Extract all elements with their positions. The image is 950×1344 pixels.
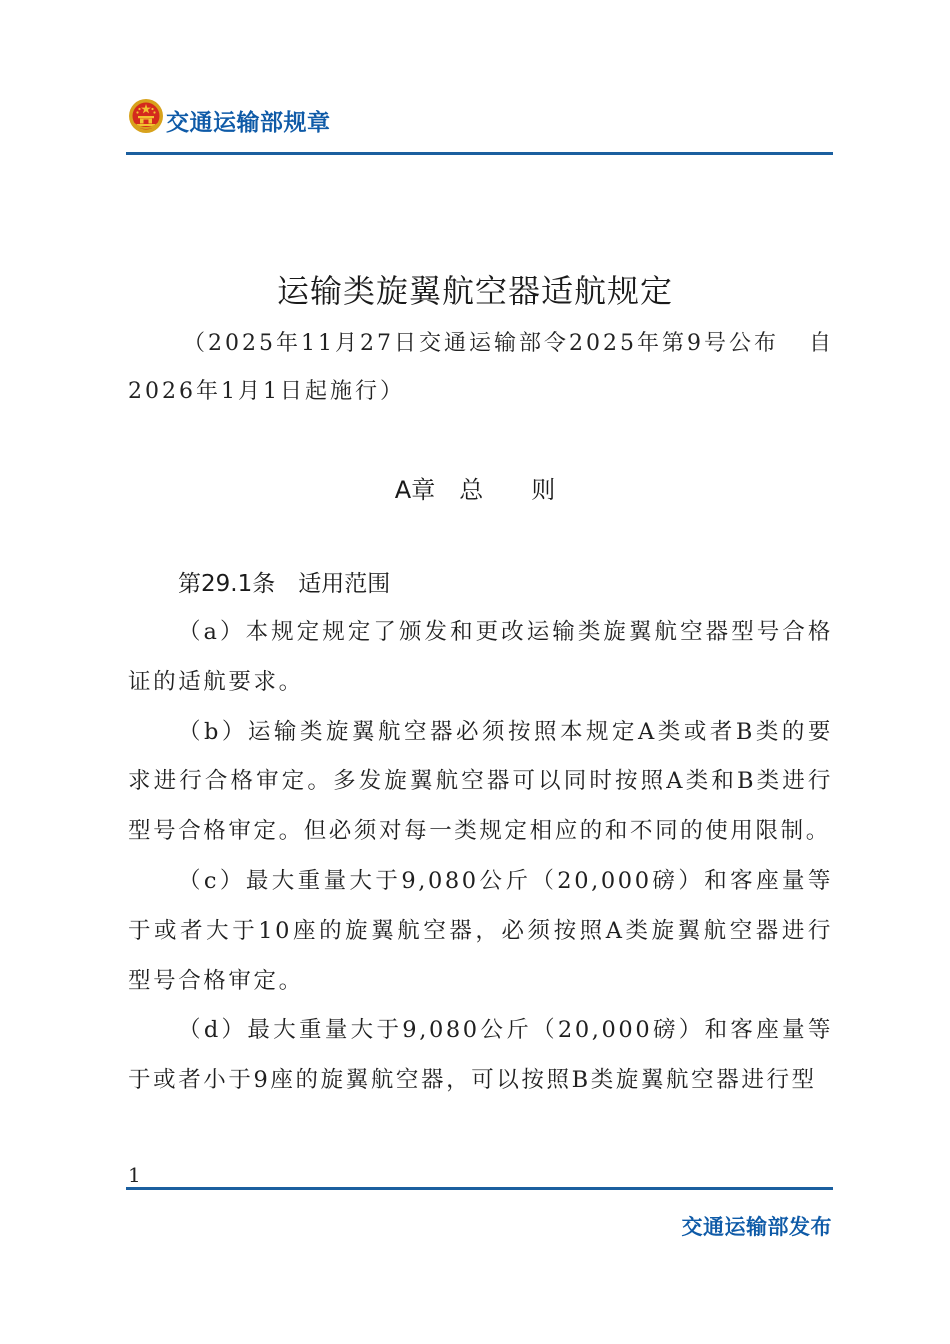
national-emblem-icon [128,98,164,134]
promulgation-line-1-tail: 自 [808,331,834,356]
paragraph-a: （a）本规定规定了颁发和更改运输类旋翼航空器型号合格证的适航要求。 [128,619,833,695]
document-title: 运输类旋翼航空器适航规定 [276,272,673,310]
article-body [128,608,833,1106]
header-title: 交通运输部规章 [166,110,331,136]
page-header [128,98,833,138]
promulgation-line-2: 2026年1月1日起施行） [128,379,405,404]
footer-divider [126,1187,833,1190]
promulgation-note [128,320,833,416]
paragraph-c: （c）最大重量大于9,080公斤（20,000磅）和客座量等于或者大于10座的旋翼航空器，必须按照A类旋翼航空器进行型号合格审定。 [128,867,833,994]
header-divider [126,152,833,155]
paragraph-d: （d）最大重量大于9,080公斤（20,000磅）和客座量等于或者小于9座的旋翼航空器，可以按照B类旋翼航空器进行型 [128,1017,833,1094]
page-number: 1 [128,1163,141,1187]
footer-publisher: 交通运输部发布 [681,1215,832,1239]
paragraph-b: （b）运输类旋翼航空器必须按照本规定A类或者B类的要求进行合格审定。多发旋翼航空器可以同时按照A类和B类进行型号合格审定。但必须对每一类规定相应的和不同的使用限制。 [128,718,833,845]
promulgation-line-1 [128,320,833,368]
article-heading: 第29.1条 适用范围 [178,571,391,597]
chapter-heading: A章 总 则 [394,476,556,504]
promulgation-line-1-text: （2025年11月27日交通运输部令2025年第9号公布 [183,331,779,356]
